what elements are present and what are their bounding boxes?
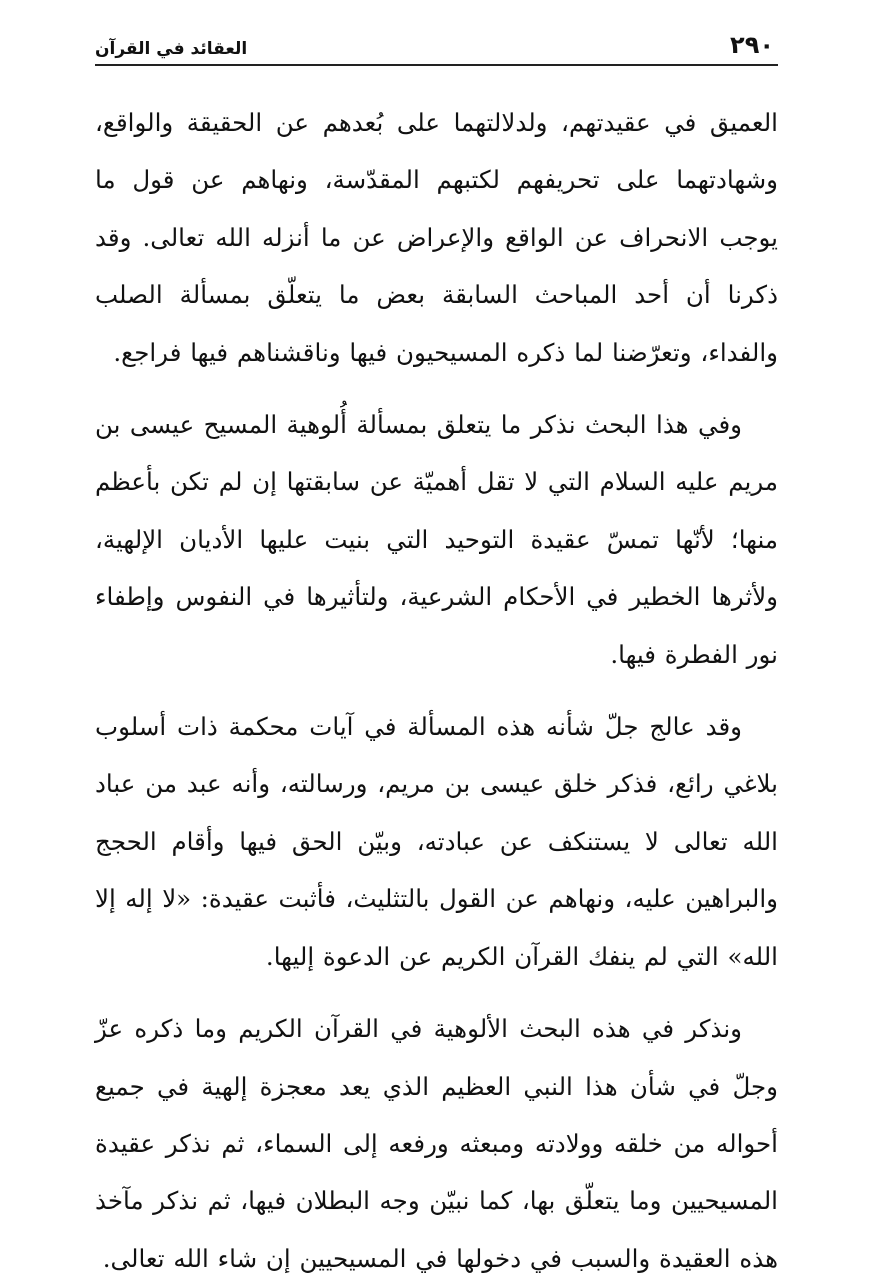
- book-title: العقائد في القرآن: [95, 39, 248, 59]
- paragraph-4: ونذكر في هذه البحث الألوهية في القرآن الكريم وما ذكره عزّ وجلّ في شأن هذا النبي العظيم الذي يعد معجزة إلهية في جميع أحواله من خلقه وولادته ومبعثه ورفعه إلى السماء، ثم نذكر عقيدة المسيحيين وما يتعلّق بها، كما نبيّن وجه البطلان فيها، ثم نذكر مآخذ هذه العقيدة والسبب في دخولها في المسيحيين إن شاء الله تعالى.: [95, 1014, 778, 1273]
- paragraph-1: العميق في عقيدتهم، ولدلالتهما على بُعدهم عن الحقيقة والواقع، وشهادتهما على تحريفهم لكتبهم المقدّسة، ونهاهم عن قول ما يوجب الانحراف عن الواقع والإعراض عن ما أنزله الله تعالى. وقد ذكرنا أن أحد المباحث السابقة بعض ما يتعلّق بمسألة الصلب والفداء، وتعرّضنا لما ذكره المسيحيون فيها وناقشناهم فيها فراجع.: [95, 108, 778, 367]
- paragraph-2: وفي هذا البحث نذكر ما يتعلق بمسألة أُلوهية المسيح عيسى بن مريم عليه السلام التي لا تقل أهميّة عن سابقتها إن لم تكن بأعظم منها؛ لأنّها تمسّ عقيدة التوحيد التي بنيت عليها الأديان الإلهية، ولأثرها الخطير في الأحكام الشرعية، ولتأثيرها في النفوس وإطفاء نور الفطرة فيها.: [95, 410, 778, 669]
- page-number: ٢٩٠: [730, 31, 774, 59]
- running-header: [95, 0, 778, 66]
- paragraph-3: وقد عالج جلّ شأنه هذه المسألة في آيات محكمة ذات أسلوب بلاغي رائع، فذكر خلق عيسى بن مريم، ورسالته، وأنه عبد من عباد الله تعالى لا يستنكف عن عبادته، وبيّن الحق فيها وأقام الحجج والبراهين عليه، ونهاهم عن القول بالتثليث، فأثبت عقيدة: «لا إله إلا الله» التي لم ينفك القرآن الكريم عن الدعوة إليها.: [95, 712, 778, 971]
- body-text: [95, 94, 778, 1287]
